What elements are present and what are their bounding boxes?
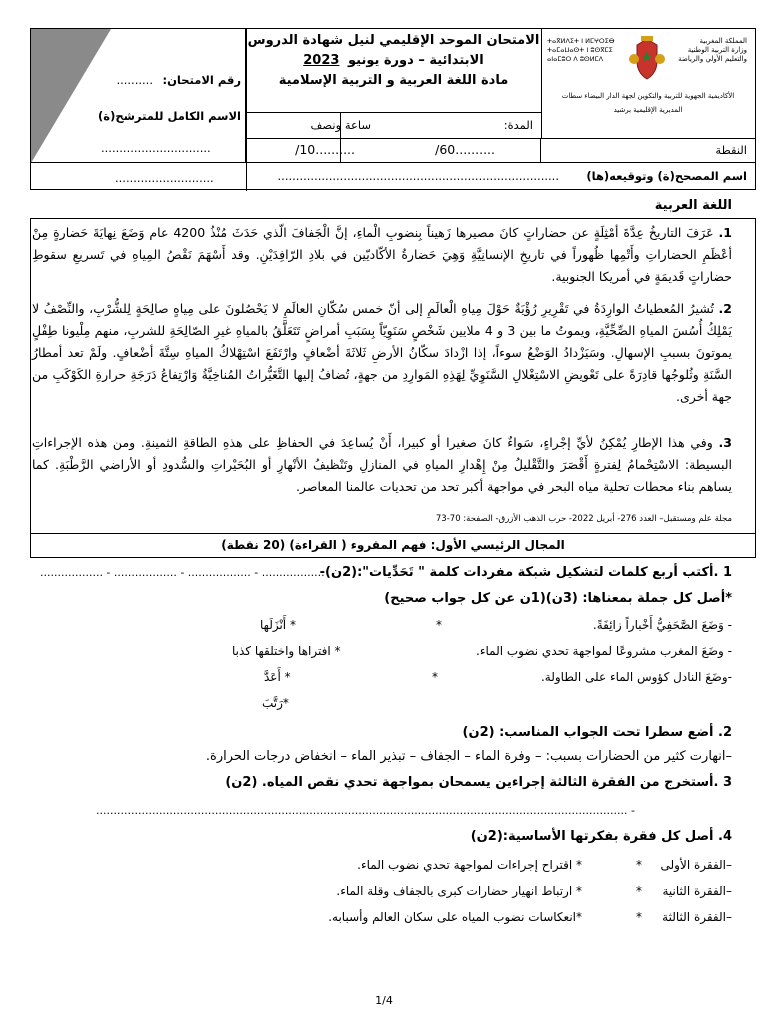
score-divider-1 <box>540 139 541 163</box>
q1-answer-dots[interactable]: .................. - .................. - .................. - .................. <box>40 566 325 579</box>
exam-title-block <box>245 29 541 113</box>
score-label: النقطة <box>715 143 747 157</box>
directorate-name: المديرية الإقليمية برشيد <box>613 106 683 114</box>
q4-star-2[interactable]: * <box>636 884 642 898</box>
q1-star-3[interactable]: * <box>432 670 438 684</box>
q1-right-item-4[interactable]: *رَتَّبَ <box>262 696 289 710</box>
paragraph-3: 3. وفي هذا الإطارِ يُمْكِنُ لأيِّ إجْراءٍ، سَواءٌ كانَ صغيرا أو كبيرا، أَنْ يُساعِدَ في الحفاظِ على هذهِ الطاقةِ الثمينةِ. ومن هذه الإجراءاتِ البسيطة: الاسْتِحْمامُ لِفترةٍ أَقْصَرَ والتَّقْليلُ مِنْ إِهْدارِ المياهِ في المنازلِ وتَنْظيفُ الأنْهارِ أو البُحَيْراتِ والسُّدودِ أو الأراضي الرَّطْبَةِ. كما يساهم بناء محطات تحلية مياه البحر في مواجهة أكبر تحد من تحديات عالمنا المعاصر. <box>32 435 732 494</box>
coat-of-arms-icon <box>627 35 667 83</box>
page-number: 1/4 <box>375 994 393 1007</box>
q2-body[interactable]: –انهارت كثير من الحضارات بسبب: – وفرة الماء – الجفاف – تبذير الماء – انخفاض درجات الحرارة. <box>205 749 732 764</box>
q4-para-1: –الفقرة الأولى <box>660 858 732 872</box>
q1-left-item-2: - وضَعَ المغرب مشروعًا لمواجهة تحدي نضوب الماء. <box>476 644 732 658</box>
q3-title: 3 .أستخرج من الفقرة الثالثة إجراءين يسمحان بمواجهة تحدي نقص المياه. (2ن) <box>225 775 732 790</box>
q4-title: 4. أصل كل فقرة بفكرتها الأساسية:(2ن) <box>470 829 732 844</box>
domain-title: المجال الرئيسي الأول: فهم المقروء ( القراءة) (20 نقطة) <box>221 538 565 552</box>
corrector-row <box>245 163 755 191</box>
q1-star-1[interactable]: * <box>436 618 442 632</box>
section-title: اللغة العربية <box>654 198 732 213</box>
q1-right-item-3[interactable]: * أَعَدَّ <box>264 670 291 684</box>
corrector-label: اسم المصحح(ة) وتوقيعه(ها) <box>586 169 747 183</box>
score-60: /60.......... <box>435 142 495 157</box>
exam-header <box>30 28 756 190</box>
duration-label: المدة: <box>503 118 533 132</box>
paragraph-2: 2. تُشيرُ المُعطياتُ الوارِدَةُ في تَقْرِيرِ رُؤْيَةٌ حَوْلَ مِياهِ الْعالَمِ إلى أنّ خمس سُكّانِ العالَمِ لا يَحْصُلونَ على مِياهٍ صالِحَةٍ لِلشُّرْبِ، والنِّصْفُ لا يَمْلِكُ أُسُسَ المياهِ الصِّحِّيَّةِ، ويموتُ ما بين 3 و 4 ملايين شَخْصٍ سَنَوِيّاً بِسَبَبِ أمراضٍ تَتَعَلَّقُ بالمياهِ غيرِ الصّالِحَةِ للشربِ، منهم مِلْيونا طِفْلٍ يموتونَ بسببِ الإسهالِ. وسَيَزْدادُ الوَضْعُ سوءاً، إذا ازْدادَ سكّانُ الأرضِ ثَلاثَةَ أضْعافٍ وارْتَفَعَ اسْتِهْلاكُ المياهِ سِتَّةَ أضْعافٍ. ولَمْ تعد أمطارُ السَّنَةِ وثُلوجُها قادِرَةً على تَعْويضِ الاسْتِغْلالِ السَّنَوِيِّ لِهَذِهِ المَوارِدِ من جهةٍ، تُضافُ إليها التَّغَيُّراتُ المُناخِيَّةُ وَارْتِفاعُ دَرَجَةِ حرارةِ الكَوْكَبِ من جهة أخرى. <box>32 301 732 404</box>
logo-tifinagh-text: ⵜⴰⴳⵍⴷⵉⵜ ⵏ ⵍⵎⵖⵔⵉⴱ ⵜⴰⵎⴰⵡⴰⵙⵜ ⵏ ⵓⵙⴳⵎⵉ ⴰⵏⴰⵎⵓⵔ ⴷ ⵓⵙⵍⵎⴷ <box>547 37 615 63</box>
q4-para-2: –الفقرة الثانية <box>662 884 732 898</box>
ministry-logo-block <box>541 29 755 139</box>
q1-sub-title: *أصل كل جملة بمعناها: (3ن)(1ن عن كل جواب صحيح) <box>384 591 732 606</box>
q4-idea-2[interactable]: * ارتباط انهيار حضارات كبرى بالجفاف وقلة الماء. <box>336 884 582 898</box>
q4-star-1[interactable]: * <box>636 858 642 872</box>
exam-number-dots[interactable]: .......... <box>116 73 153 87</box>
domain-title-bar <box>30 534 756 558</box>
corrector-dots[interactable]: ............................................................................. <box>277 169 559 183</box>
q4-para-3: –الفقرة الثالثة <box>662 910 732 924</box>
q1-left-item-1: - وَضَعَ الصَّحَفِيُّ أَخْباراً زائِفَةً. <box>592 618 732 632</box>
candidate-name-label: الاسم الكامل للمترشح(ة) <box>98 109 241 123</box>
exam-number-label: رقم الامتحان: <box>162 73 241 87</box>
score-row <box>245 139 755 163</box>
candidate-name-dots-2[interactable]: ........................... <box>115 171 214 185</box>
source-citation: مجلة علم ومستقبل– العدد 276- أبريل 2022- حرب الذهب الأزرق- الصفحة: 70-73 <box>435 514 732 524</box>
q1-title: 1 .أكتب أربع كلمات لتشكيل شبكة مفردات كلمة " تَحَدِّيات":(2ن)- <box>319 565 732 580</box>
q2-title: 2. أضع سطرا تحت الجواب المناسب: (2ن) <box>462 725 732 740</box>
subject-line: مادة اللغة العربية و التربية الإسلامية <box>278 73 509 88</box>
exam-title-line1: الامتحان الموحد الإقليمي لنيل شهادة الدروس <box>247 33 540 48</box>
logo-arabic-text: المملكة المغربية وزارة التربية الوطنية والتعليم الأولي والرياضة <box>678 37 747 63</box>
q1-right-item-2[interactable]: * افتراها واختلقها كذبا <box>232 644 341 658</box>
duration-divider <box>340 113 341 139</box>
score-divider-2 <box>340 139 341 163</box>
duration-value: ساعة ونصف <box>310 118 371 132</box>
candidate-name-dots[interactable]: .............................. <box>101 141 211 155</box>
q4-star-3[interactable]: * <box>636 910 642 924</box>
q4-idea-3[interactable]: *انعكاسات نضوب المياه على سكان العالم وأسبابه. <box>328 910 582 924</box>
academy-name: الأكاديمية الجهوية للتربية والتكوين لجهة الدار البيضاء سطات <box>561 92 735 100</box>
duration-row <box>245 113 541 139</box>
q4-idea-1[interactable]: * اقتراح إجراءات لمواجهة تحدي نضوب الماء. <box>357 858 582 872</box>
q3-answer-dots[interactable]: - ........................................................................................................................................................ <box>96 804 635 817</box>
exam-title-line2: الابتدائية – دورة يونيو 2023 <box>303 53 484 68</box>
candidate-block-border <box>31 29 247 191</box>
q1-right-item-1[interactable]: * أَنْزَلَها <box>260 618 296 632</box>
q1-left-item-3: -وضَعَ النادل كؤوس الماء على الطاولة. <box>540 670 732 684</box>
paragraph-1: 1. عَرَفَ التاريخُ عِدَّةَ أمْثِلَةٍ عن حضاراتٍ كانَ مصيرها زَهيناً بِنضوبِ الْماءِ، إنَّ الْجَفافَ الّذي حَدَثَ مُنْذُ 4200 عام وَضَعَ نِهايَةَ حَضارةٍ مِنْ أعْظَمِ الحضاراتِ وأَتْمِها ظُهوراً في تاريخِ الإنسانِيَّةِ وَهِيَ حَضارةُ الأكّاديّين في بلادِ الرّافِدَيْنِ. وقد أَسْهَمَ نَقْصُ المِياهِ في تَسريعِ سقوطِ حضاراتٍ قَديمَةٍ في أمريكا الجنوبية. <box>32 225 732 284</box>
score-10: /10.......... <box>295 142 355 157</box>
